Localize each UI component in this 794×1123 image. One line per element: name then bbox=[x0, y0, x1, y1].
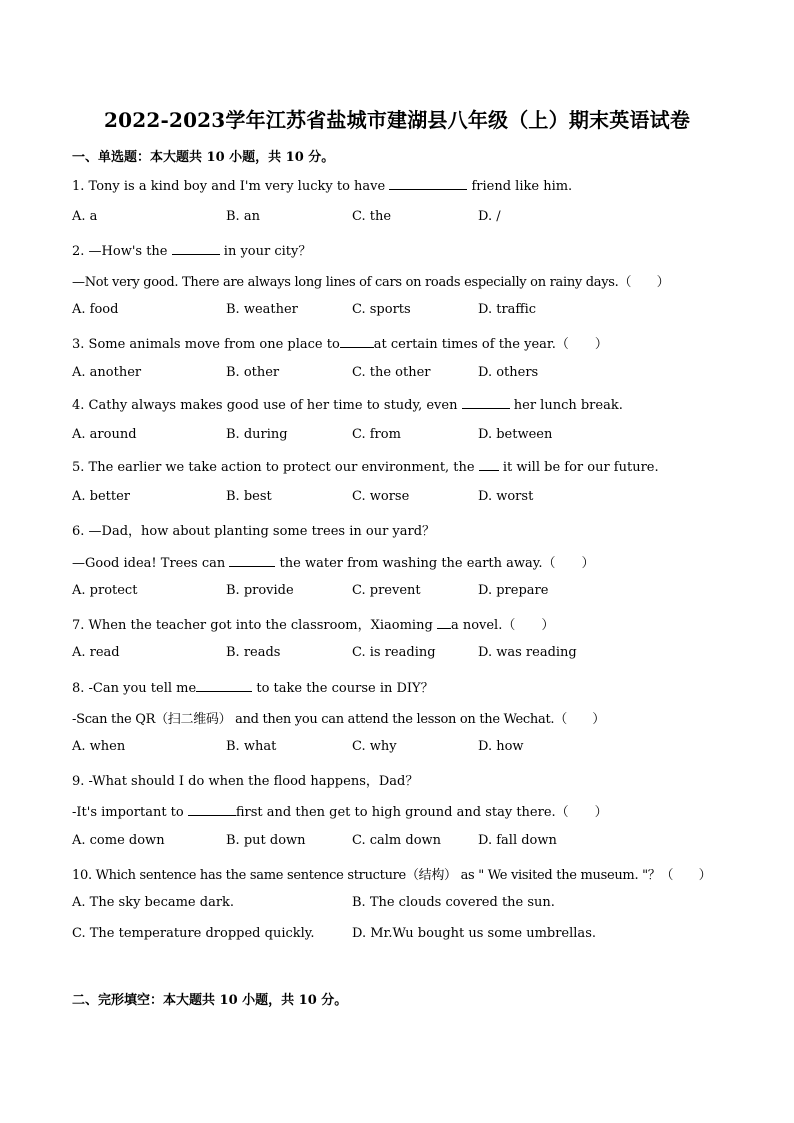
question-1 bbox=[72, 177, 572, 194]
option-b[interactable]: B. what bbox=[226, 739, 277, 754]
option-c[interactable]: C. is reading bbox=[352, 645, 436, 660]
option-c[interactable]: C. why bbox=[352, 739, 397, 754]
option-c[interactable]: C. prevent bbox=[352, 583, 421, 598]
option-b[interactable]: B. reads bbox=[226, 645, 281, 660]
option-a[interactable]: A. The sky became dark. bbox=[72, 895, 235, 910]
option-b[interactable]: B. weather bbox=[226, 302, 298, 317]
option-b[interactable]: B. during bbox=[226, 427, 288, 442]
answer-blank bbox=[340, 335, 374, 348]
option-c[interactable]: C. calm down bbox=[352, 833, 442, 848]
question-text: 7. When the teacher got into the classroom，Xiaoming bbox=[72, 618, 433, 633]
option-b[interactable]: B. The clouds covered the sun. bbox=[352, 895, 555, 910]
question-9-response bbox=[72, 801, 608, 820]
question-text: a novel.（ ） bbox=[450, 618, 555, 633]
question-2-response: —Not very good. There are always long lines of cars on roads especially on rainy days.（ ） bbox=[72, 275, 670, 290]
option-b[interactable]: B. provide bbox=[226, 583, 294, 598]
question-text: it will be for our future. bbox=[502, 460, 659, 475]
question-8 bbox=[72, 677, 434, 696]
option-c[interactable]: C. the other bbox=[352, 365, 431, 380]
option-d[interactable]: D. / bbox=[478, 209, 501, 224]
option-b[interactable]: B. best bbox=[226, 489, 272, 504]
option-d[interactable]: D. others bbox=[478, 365, 539, 380]
question-text: 8. -Can you tell me bbox=[72, 681, 197, 696]
option-a[interactable]: A. a bbox=[72, 209, 98, 224]
option-d[interactable]: D. how bbox=[478, 739, 524, 754]
question-text: friend like him. bbox=[471, 179, 573, 194]
option-d[interactable]: D. between bbox=[478, 427, 553, 442]
option-d[interactable]: D. Mr.Wu bought us some umbrellas. bbox=[352, 926, 596, 941]
answer-blank bbox=[437, 616, 451, 629]
option-d[interactable]: D. worst bbox=[478, 489, 534, 504]
option-c[interactable]: C. The temperature dropped quickly. bbox=[72, 926, 315, 941]
question-text: -It's important to bbox=[72, 805, 184, 820]
option-a[interactable]: A. protect bbox=[72, 583, 138, 598]
option-a[interactable]: A. when bbox=[72, 739, 126, 754]
question-6: 6. —Dad，how about planting some trees in our yard？ bbox=[72, 524, 436, 539]
answer-blank bbox=[479, 458, 499, 471]
question-5 bbox=[72, 458, 659, 475]
option-a[interactable]: A. better bbox=[72, 489, 131, 504]
question-text: 4. Cathy always makes good use of her time to study, even bbox=[72, 398, 458, 413]
answer-blank bbox=[172, 242, 220, 255]
question-text: in your city？ bbox=[223, 244, 312, 259]
option-c[interactable]: C. worse bbox=[352, 489, 410, 504]
answer-blank bbox=[188, 803, 236, 816]
question-text: 3. Some animals move from one place to bbox=[72, 337, 340, 352]
question-10: 10. Which sentence has the same sentence structure（结构） as " We visited the museum. "？（ ） bbox=[72, 868, 712, 883]
question-text: to take the course in DIY？ bbox=[256, 681, 434, 696]
question-text: —Good idea! Trees can bbox=[72, 556, 226, 571]
question-text: first and then get to high ground and stay there.（ ） bbox=[235, 805, 608, 820]
option-a[interactable]: A. come down bbox=[72, 833, 165, 848]
option-c[interactable]: C. from bbox=[352, 427, 401, 442]
question-8-response: -Scan the QR（扫二维码） and then you can attend the lesson on the Wechat.（ ） bbox=[72, 712, 605, 727]
answer-blank bbox=[196, 679, 252, 692]
option-b[interactable]: B. other bbox=[226, 365, 280, 380]
question-9: 9. -What should I do when the flood happens，Dad？ bbox=[72, 774, 419, 789]
section-heading-cloze: 二、完形填空：本大题共 10 小题，共 10 分。 bbox=[72, 993, 348, 1008]
option-d[interactable]: D. fall down bbox=[478, 833, 557, 848]
question-text: at certain times of the year.（ ） bbox=[373, 337, 608, 352]
exam-title: 2022-2023学年江苏省盐城市建湖县八年级（上）期末英语试卷 bbox=[103, 108, 691, 132]
option-c[interactable]: C. sports bbox=[352, 302, 411, 317]
option-d[interactable]: D. prepare bbox=[478, 583, 549, 598]
question-2 bbox=[72, 240, 311, 259]
option-a[interactable]: A. around bbox=[72, 427, 137, 442]
section-heading-single-choice: 一、单选题：本大题共 10 小题，共 10 分。 bbox=[72, 150, 335, 165]
option-d[interactable]: D. traffic bbox=[478, 302, 537, 317]
question-6-response bbox=[72, 552, 595, 571]
question-text: 5. The earlier we take action to protect our environment, the bbox=[72, 460, 475, 475]
option-c[interactable]: C. the bbox=[352, 209, 392, 224]
option-d[interactable]: D. was reading bbox=[478, 645, 577, 660]
question-text: the water from washing the earth away.（ ） bbox=[279, 556, 595, 571]
option-b[interactable]: B. put down bbox=[226, 833, 306, 848]
question-7 bbox=[72, 614, 554, 633]
option-a[interactable]: A. food bbox=[72, 302, 119, 317]
question-4 bbox=[72, 396, 623, 413]
answer-blank bbox=[389, 177, 467, 190]
question-text: 2. —How's the bbox=[72, 244, 168, 259]
question-text: 1. Tony is a kind boy and I'm very lucky to have bbox=[72, 179, 386, 194]
option-a[interactable]: A. read bbox=[72, 645, 120, 660]
question-3 bbox=[72, 333, 608, 352]
question-text: her lunch break. bbox=[513, 398, 623, 413]
option-a[interactable]: A. another bbox=[72, 365, 142, 380]
answer-blank bbox=[462, 396, 510, 409]
option-b[interactable]: B. an bbox=[226, 209, 260, 224]
answer-blank bbox=[229, 554, 275, 567]
